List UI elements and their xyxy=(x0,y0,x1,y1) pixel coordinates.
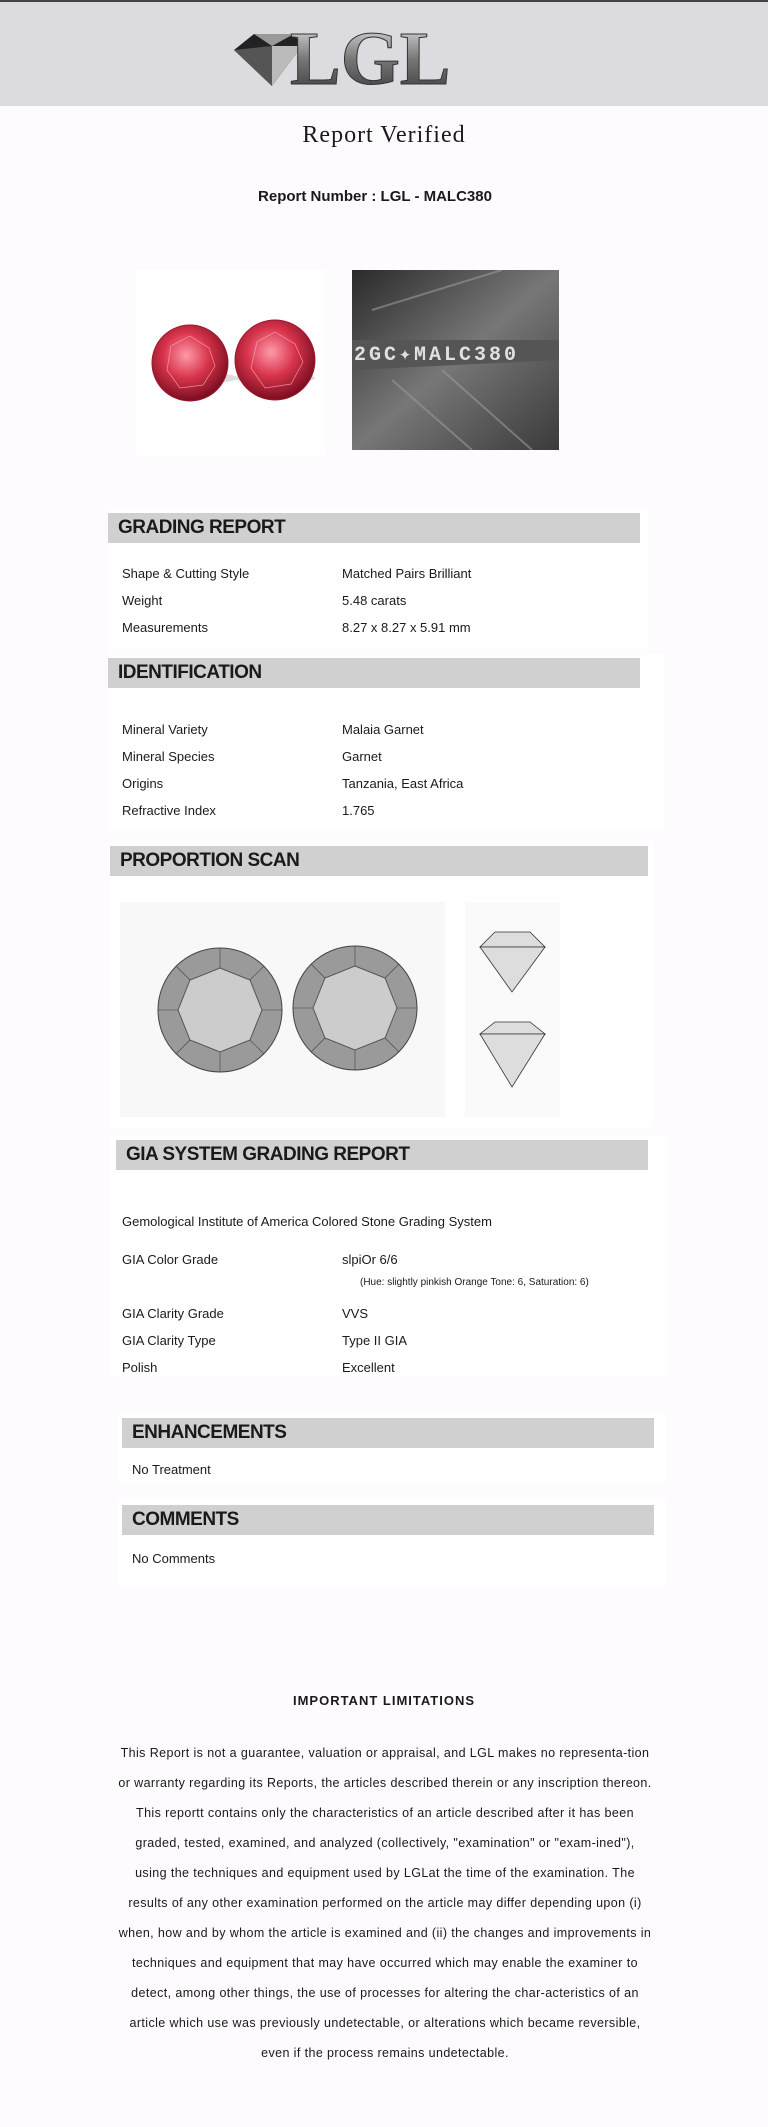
proportion-heading: PROPORTION SCAN xyxy=(110,846,648,876)
row-value: Matched Pairs Brilliant xyxy=(342,566,472,581)
inscription-photo xyxy=(352,270,559,450)
row-label: GIA Color Grade xyxy=(122,1252,219,1267)
gem-photo xyxy=(135,270,325,455)
gia-section xyxy=(110,1136,668,1376)
row-label: Origins xyxy=(122,776,164,791)
row-label: Weight xyxy=(122,593,163,608)
row-value: Malaia Garnet xyxy=(342,722,424,737)
svg-text:LGL: LGL xyxy=(290,17,451,96)
proportion-top-view-diagram xyxy=(120,902,560,1117)
enhancements-text: No Treatment xyxy=(132,1462,211,1477)
report-number: Report Number : LGL - MALC380 xyxy=(258,188,492,205)
row-value: Tanzania, East Africa xyxy=(342,776,464,791)
grading-section xyxy=(108,508,648,652)
gia-heading: GIA SYSTEM GRADING REPORT xyxy=(116,1140,648,1170)
row-value: 1.765 xyxy=(342,803,375,818)
comments-section xyxy=(118,1498,666,1588)
comments-text: No Comments xyxy=(132,1551,216,1566)
enhancements-section xyxy=(118,1412,666,1484)
enhancements-heading: ENHANCEMENTS xyxy=(122,1418,654,1448)
row-value: VVS xyxy=(342,1306,369,1321)
grading-heading: GRADING REPORT xyxy=(108,513,640,543)
limitations-heading: IMPORTANT LIMITATIONS xyxy=(292,1693,476,1708)
row-value: Type II GIA xyxy=(342,1333,408,1348)
page-title: Report Verified xyxy=(302,122,466,148)
row-label: Mineral Species xyxy=(122,749,215,764)
proportion-section xyxy=(110,842,654,1127)
row-value: slpiOr 6/6 xyxy=(342,1252,398,1267)
row-label: GIA Clarity Grade xyxy=(122,1306,224,1321)
row-label: GIA Clarity Type xyxy=(122,1333,216,1348)
row-label: Refractive Index xyxy=(122,803,216,818)
limitations-text: This Report is not a guarantee, valuation or appraisal, and LGL makes no representa-tion or warranty regarding its Reports, the articles described therein or any inscription thereon. This reportt contains only the characteristics of an article described after it has been graded, tested, examined, and analyzed (collectively, "examination" or "exam-ined"), using the techniques and equipment used by LGLat the time of the examination. The results of any other examination performed on the article may differ depending upon (i) when, how and by whom the article is examined and (ii) the changes and improvements in techniques and equipment that may have occurred which may enable the examiner to detect, among other things, the use of processes for altering the char-acteristics of an article which use was previously undetectable, or alterations which became reversible, even if the process remains undetectable. xyxy=(118,1746,652,2060)
gia-color-note: (Hue: slightly pinkish Orange Tone: 6, Saturation: 6) xyxy=(360,1277,589,1288)
row-value: Garnet xyxy=(342,749,382,764)
gia-system-text: Gemological Institute of America Colored Stone Grading System xyxy=(122,1214,492,1229)
row-label: Polish xyxy=(122,1360,158,1375)
identification-section xyxy=(108,654,664,830)
row-label: Shape & Cutting Style xyxy=(122,566,250,581)
row-value: 5.48 carats xyxy=(342,593,407,608)
row-value: 8.27 x 8.27 x 5.91 mm xyxy=(342,620,471,635)
identification-heading: IDENTIFICATION xyxy=(108,658,640,688)
comments-heading: COMMENTS xyxy=(122,1505,654,1535)
row-label: Mineral Variety xyxy=(122,722,208,737)
svg-text:2GC✦MALC380: 2GC✦MALC380 xyxy=(354,344,520,367)
stone-left-scan xyxy=(158,948,282,1072)
site-header xyxy=(0,0,768,106)
stone-right-scan xyxy=(293,946,417,1070)
row-value: Excellent xyxy=(342,1360,395,1375)
row-label: Measurements xyxy=(122,620,208,635)
lgl-logo[interactable] xyxy=(232,16,492,96)
